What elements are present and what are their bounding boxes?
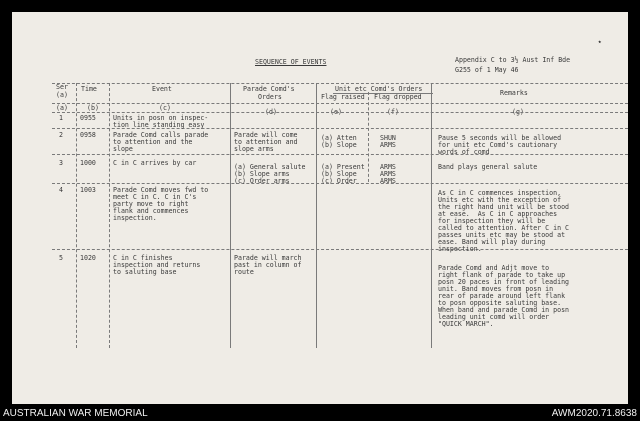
col-letter-g: (g): [512, 108, 524, 116]
row-2-remarks-1: Pause 5 seconds will be allowed: [438, 134, 562, 142]
document-page: [12, 12, 628, 404]
rule-letters: [52, 112, 628, 113]
col-letter-a: (a): [56, 104, 68, 112]
unit-orders-underline: [333, 93, 433, 94]
row-3-parade-3: (c) Order arms: [234, 177, 290, 185]
col-divider-parade: [230, 83, 231, 348]
row-2-event-2: to attention and the: [113, 138, 193, 146]
doc-title: SEQUENCE OF EVENTS: [255, 58, 327, 66]
header-flag-dropped: Flag dropped: [374, 93, 422, 101]
row-2-parade-1: Parade will come: [234, 131, 298, 139]
row-3-ser: 3: [59, 159, 63, 167]
row-1-event-1: Units in posn on inspec-: [113, 114, 209, 122]
header-flag-raised: Flag raised: [321, 93, 365, 101]
row-5-remarks-6: to posn opposite saluting base.: [438, 299, 562, 307]
row-2-time: 0958: [80, 131, 96, 139]
row-2-dropped-2: ARMS: [380, 141, 396, 149]
archive-footer: [0, 406, 640, 421]
row-1-time: 0955: [80, 114, 96, 122]
rule-row-2: [52, 154, 628, 155]
row-5-remarks-2: right flank of parade to take up: [438, 271, 566, 279]
header-remarks: Remarks: [500, 89, 528, 97]
footer-accession-number: AWM2020.71.8638: [551, 408, 637, 419]
col-divider-time: [76, 83, 77, 348]
row-3-raised-1: (a) Present: [321, 163, 365, 171]
row-4-remarks-3: the right hand unit will be stood: [438, 203, 570, 211]
row-1-event-2: tion line standing easy: [113, 121, 205, 129]
row-3-event-1: C in C arrives by car: [113, 159, 197, 167]
row-5-remarks-5: rear of parade around left flank: [438, 292, 566, 300]
row-5-event-2: inspection and returns: [113, 261, 201, 269]
row-4-event-3: party move to right: [113, 200, 189, 208]
row-5-remarks-7: When band and parade Comd in posn: [438, 306, 570, 314]
col-letter-c: (c): [159, 104, 171, 112]
row-5-remarks-8: leading unit comd will order: [438, 313, 550, 321]
row-4-time: 1003: [80, 186, 96, 194]
col-divider-remarks: [431, 83, 432, 348]
row-2-raised-2: (b) Slope: [321, 141, 357, 149]
appendix-line-1: Appendix C to 3½ Aust Inf Bde: [455, 56, 571, 64]
header-unit-orders: Unit etc Comd's Orders: [335, 85, 423, 93]
row-1-ser: 1: [59, 114, 63, 122]
rule-header: [52, 103, 628, 104]
row-3-parade-1: (a) General salute: [234, 163, 306, 171]
row-2-parade-2: to attention and: [234, 138, 298, 146]
row-4-event-5: inspection.: [113, 214, 157, 222]
row-5-event-3: to saluting base: [113, 268, 177, 276]
row-5-ser: 5: [59, 254, 63, 262]
row-4-event-2: meet C in C. C in C's: [113, 193, 197, 201]
appendix-line-2: G255 of 1 May 46: [455, 66, 519, 74]
row-2-dropped-1: SHUN: [380, 134, 396, 142]
row-4-ser: 4: [59, 186, 63, 194]
rule-top: [52, 83, 628, 84]
row-4-remarks-6: called to attention. After C in C: [438, 224, 570, 232]
row-3-parade-2: (b) Slope arms: [234, 170, 290, 178]
footer-institution: AUSTRALIAN WAR MEMORIAL: [3, 408, 148, 419]
row-3-remarks-1: Band plays general salute: [438, 163, 538, 171]
col-letter-b: (b): [87, 104, 99, 112]
row-3-raised-3: (c) Order: [321, 177, 357, 185]
header-time: Time: [81, 85, 97, 93]
row-5-parade-3: route: [234, 268, 254, 276]
row-5-remarks-3: posn 20 paces in front of leading: [438, 278, 570, 286]
col-letter-d: (d): [265, 108, 277, 116]
row-2-event-1: Parade Comd calls parade: [113, 131, 209, 139]
row-3-dropped-2: ARMS: [380, 170, 396, 178]
header-parade: Parade Comd's: [243, 85, 295, 93]
row-2-remarks-2: for unit etc Comd's cautionary: [438, 141, 558, 149]
row-4-event-1: Parade Comd moves fwd to: [113, 186, 209, 194]
header-parade-orders: Orders: [258, 93, 282, 101]
row-5-remarks-9: "QUICK MARCH".: [438, 320, 494, 328]
row-3-dropped-3: ARMS: [380, 177, 396, 185]
row-4-remarks-7: passes units etc may be stood at: [438, 231, 566, 239]
row-2-raised-1: (a) Atten: [321, 134, 357, 142]
col-divider-dropped: [368, 92, 369, 182]
row-5-event-1: C in C finishes: [113, 254, 173, 262]
row-2-parade-3: slope arms: [234, 145, 274, 153]
col-divider-event: [109, 83, 110, 348]
row-5-remarks-4: unit. Band moves from posn in: [438, 285, 554, 293]
row-4-remarks-4: at ease. As C in C approaches: [438, 210, 558, 218]
header-ser: Ser: [56, 83, 68, 91]
row-4-remarks-5: for inspection they will be: [438, 217, 546, 225]
header-event: Event: [152, 85, 172, 93]
row-3-time: 1000: [80, 159, 96, 167]
row-2-remarks-3: words of comd: [438, 148, 490, 156]
row-5-remarks-1: Parade Comd and Adjt move to: [438, 264, 550, 272]
col-divider-raised: [316, 83, 317, 348]
row-2-ser: 2: [59, 131, 63, 139]
row-3-raised-2: (b) Slope: [321, 170, 357, 178]
row-4-remarks-1: As C in C commences inspection,: [438, 189, 562, 197]
row-4-remarks-2: Units etc with the exception of: [438, 196, 562, 204]
col-letter-f: (f): [387, 108, 399, 116]
row-4-remarks-9: inspection.: [438, 245, 482, 253]
row-2-event-3: slope: [113, 145, 133, 153]
ink-mark: ⋆: [597, 38, 603, 48]
row-5-time: 1020: [80, 254, 96, 262]
row-4-event-4: flank and commences: [113, 207, 189, 215]
row-5-parade-1: Parade will march: [234, 254, 302, 262]
rule-row-4: [52, 249, 628, 250]
header-ser-sub: (a): [56, 91, 68, 99]
row-3-dropped-1: ARMS: [380, 163, 396, 171]
col-letter-e: (e): [330, 108, 342, 116]
row-4-remarks-8: ease. Band will play during: [438, 238, 546, 246]
row-5-parade-2: past in column of: [234, 261, 302, 269]
